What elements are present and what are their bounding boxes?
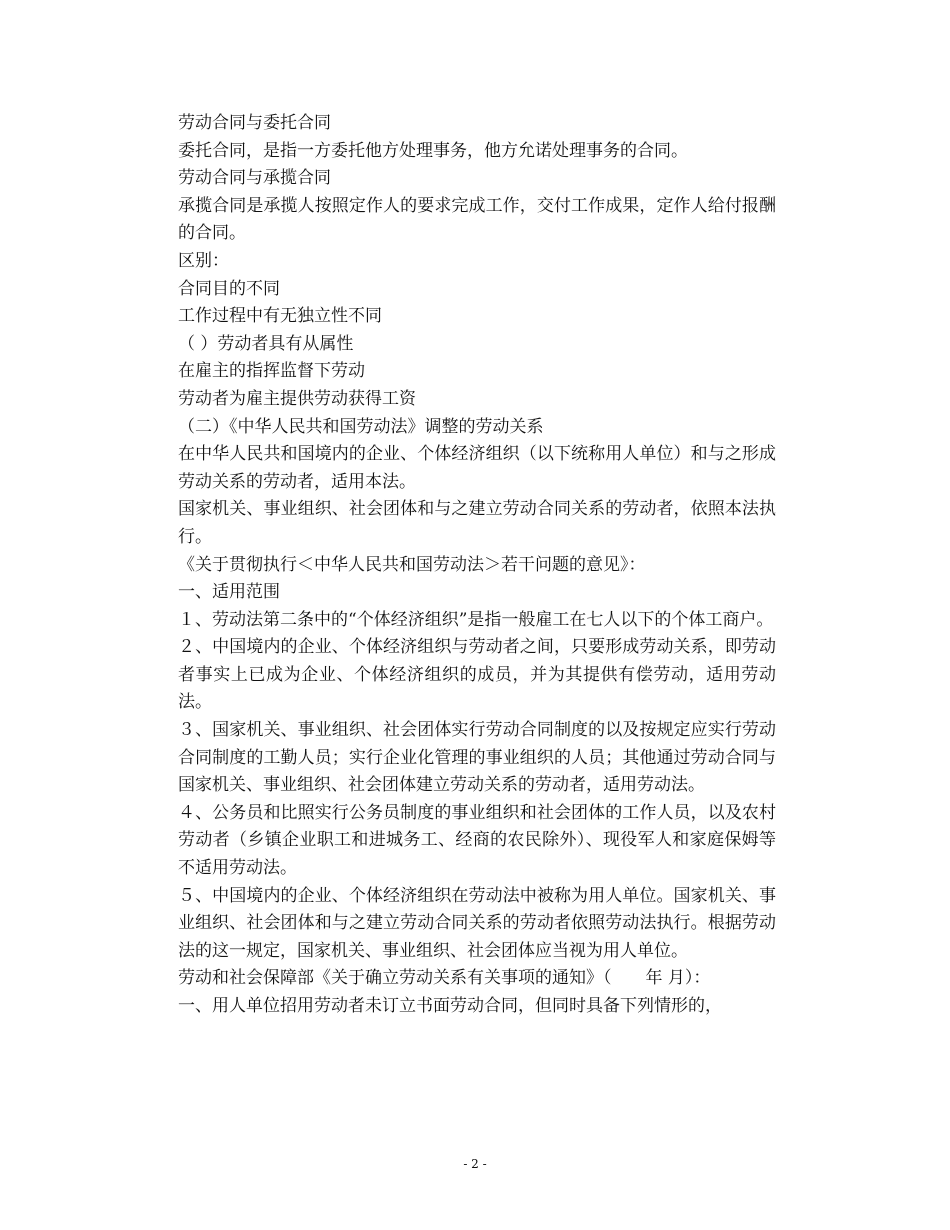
paragraph: ３、国家机关、事业组织、社会团体实行劳动合同制度的以及按规定应实行劳动合同制度的工勤人员；实行企业化管理的事业组织的人员；其他通过劳动合同与国家机关、事业组织、社会团体建立劳动关系的劳动者，适用劳动法。 [178, 720, 776, 796]
paragraph: 劳动合同与承揽合同 [178, 168, 331, 189]
paragraph: 工作过程中有无独立性不同 [178, 306, 382, 327]
paragraph: ５、中国境内的企业、个体经济组织在劳动法中被称为用人单位。国家机关、事业组织、社会团体和与之建立劳动合同关系的劳动者依照劳动法执行。根据劳动法的这一规定，国家机关、事业组织、社会团体应当视为用人单位。 [178, 885, 776, 961]
paragraph: 承揽合同是承揽人按照定作人的要求完成工作，交付工作成果，定作人给付报酬的合同。 [178, 195, 776, 244]
paragraph: 在雇主的指挥监督下劳动 [178, 361, 365, 382]
paragraph: 一、适用范围 [178, 582, 280, 603]
paragraph: 《关于贯彻执行＜中华人民共和国劳动法＞若干问题的意见》： [178, 554, 646, 575]
paragraph: ２、中国境内的企业、个体经济组织与劳动者之间，只要形成劳动关系，即劳动者事实上已成为企业、个体经济组织的成员，并为其提供有偿劳动，适用劳动法。 [178, 637, 776, 713]
paragraph: （ ）劳动者具有从属性 [178, 333, 354, 354]
paragraph: ４、公务员和比照实行公务员制度的事业组织和社会团体的工作人员，以及农村劳动者（乡镇企业职工和进城务工、经商的农民除外）、现役军人和家庭保姆等不适用劳动法。 [178, 802, 776, 879]
paragraph: 在中华人民共和国境内的企业、个体经济组织（以下统称用人单位）和与之形成劳动关系的劳动者，适用本法。 [178, 444, 776, 492]
paragraph: 委托合同，是指一方委托他方处理事务，他方允诺处理事务的合同。 [178, 140, 688, 161]
page-number: - 2 - [463, 1157, 487, 1171]
paragraph: 国家机关、事业组织、社会团体和与之建立劳动合同关系的劳动者，依照本法执行。 [178, 499, 776, 547]
paragraph: 一、用人单位招用劳动者未订立书面劳动合同，但同时具备下列情形的， [178, 996, 722, 1016]
section-heading: （二）《中华人民共和国劳动法》调整的劳动关系 [178, 416, 544, 437]
paragraph: 区别： [178, 250, 229, 271]
paragraph: 劳动合同与委托合同 [178, 113, 331, 133]
paragraph: １、劳动法第二条中的“个体经济组织”是指一般雇工在七人以下的个体工商户。 [178, 609, 774, 630]
document-body [178, 110, 776, 1021]
paragraph: 劳动和社会保障部《关于确立劳动关系有关事项的通知》（ 年 月）： [178, 968, 711, 989]
paragraph: 劳动者为雇主提供劳动获得工资 [178, 388, 416, 409]
paragraph: 合同目的不同 [178, 278, 280, 299]
